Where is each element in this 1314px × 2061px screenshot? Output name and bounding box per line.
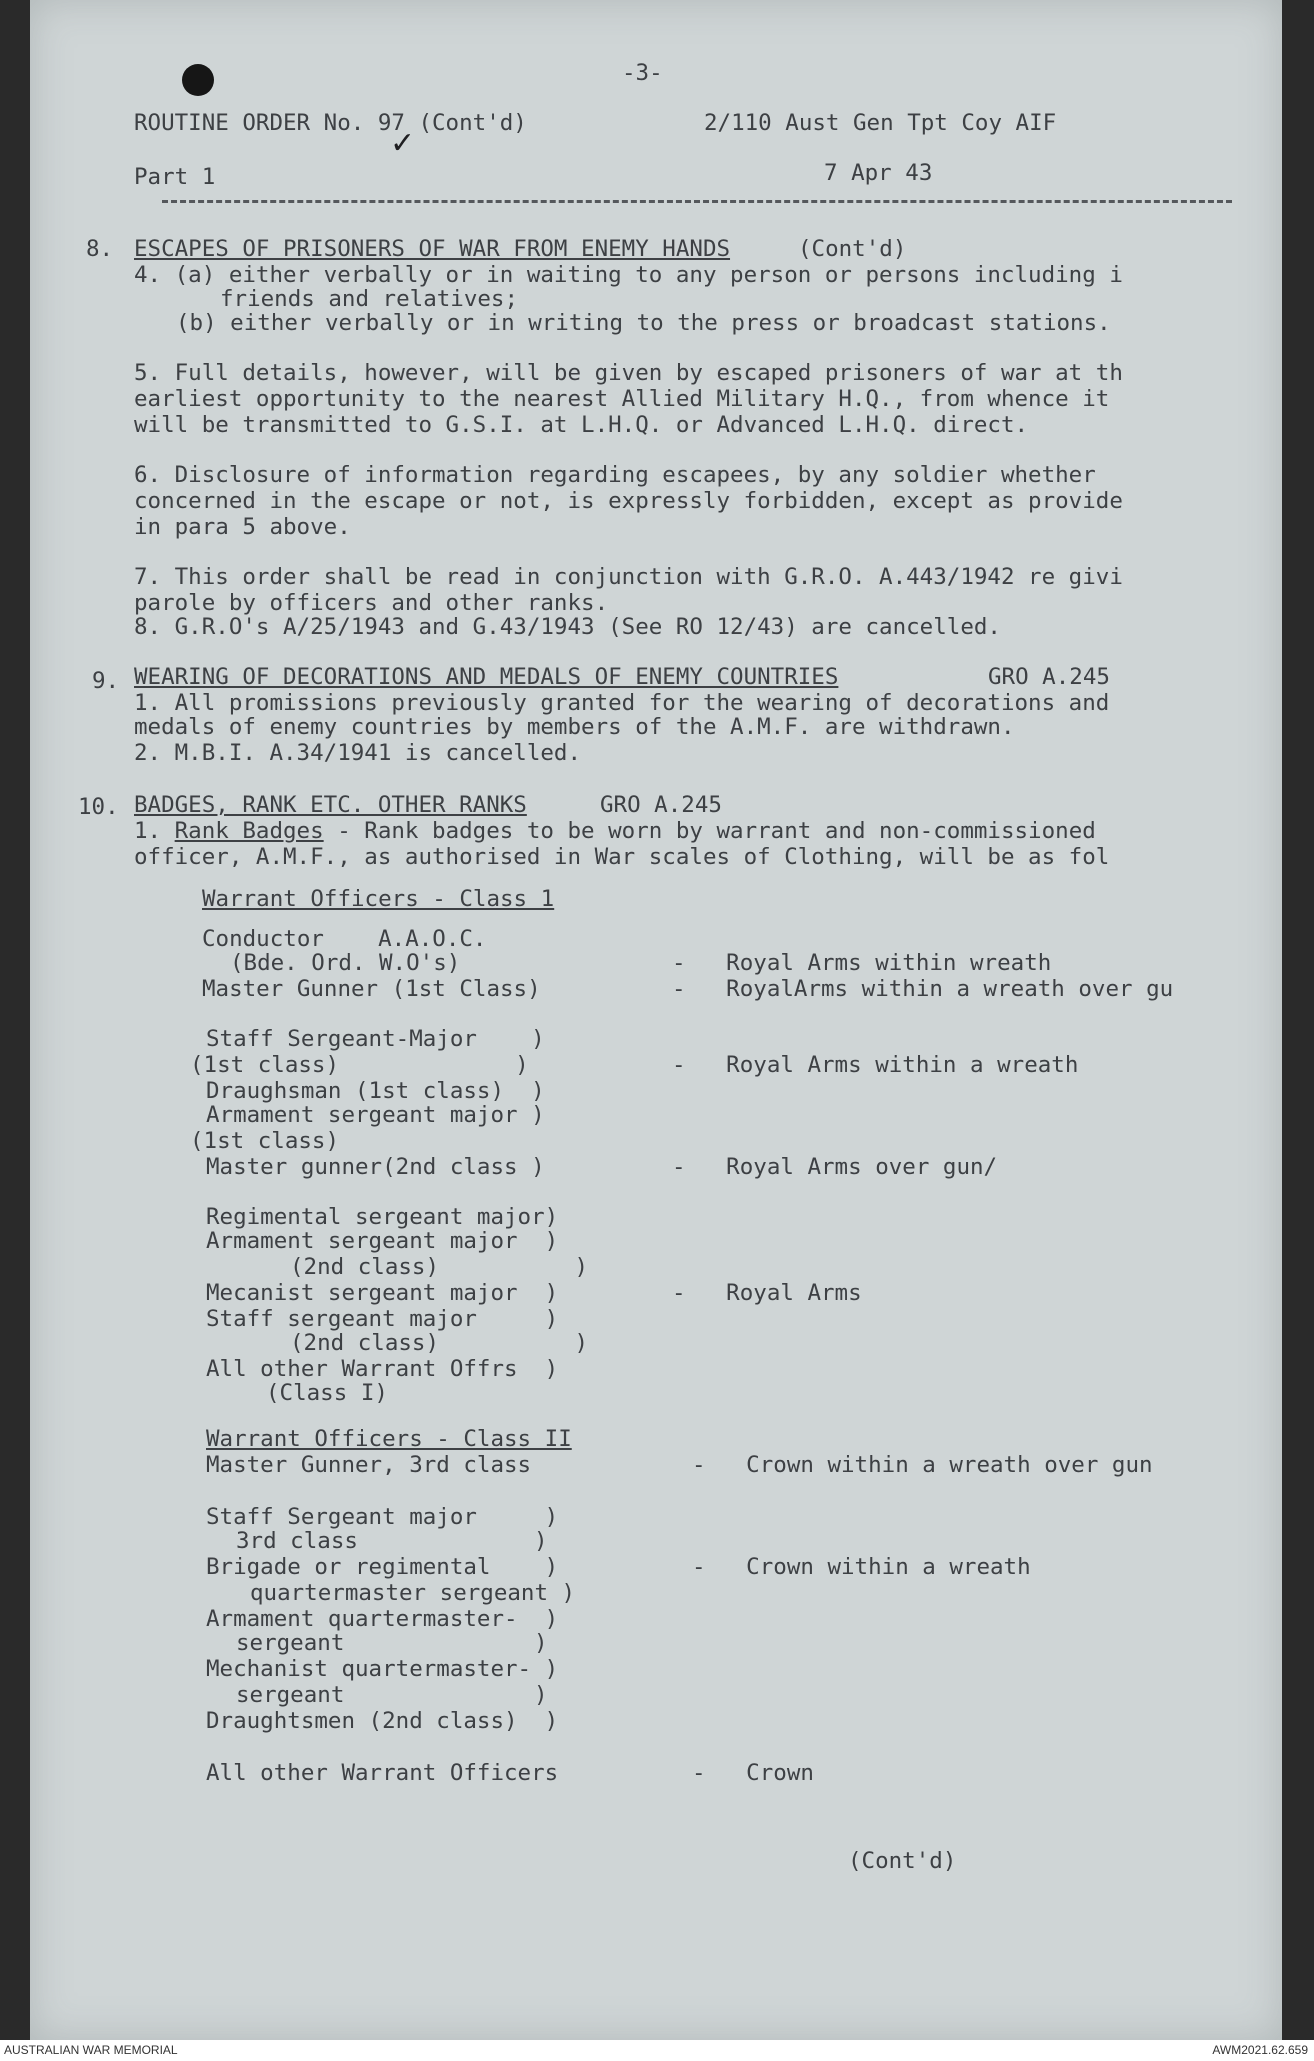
sec10-line: officer, A.M.F., as authorised in War scales of Clothing, will be as fol [134, 844, 1110, 870]
wo2-heading: Warrant Officers - Class II [206, 1426, 572, 1452]
sec10-number: 10. [78, 794, 119, 820]
rank-row: Armament sergeant major ) [206, 1228, 559, 1254]
sec8-line: friends and relatives; [220, 286, 519, 312]
punch-hole [182, 64, 214, 96]
tick-mark: ✓ [390, 126, 416, 161]
rank-row: Staff sergeant major ) [206, 1306, 559, 1332]
sec8-line: parole by officers and other ranks. [134, 590, 609, 616]
continued-label: (Cont'd) [848, 1848, 957, 1874]
sec8-line: 6. Disclosure of information regarding escapees, by any soldier whether [134, 462, 1096, 488]
sec8-line: 5. Full details, however, will be given by escaped prisoners of war at th [134, 360, 1123, 386]
sec8-line: 4. (a) either verbally or in waiting to any person or persons including i [134, 262, 1123, 288]
sec8-title: ESCAPES OF PRISONERS OF WAR FROM ENEMY HANDS [134, 236, 731, 262]
sec8-suffix: (Cont'd) [798, 236, 907, 262]
sec8-line: will be transmitted to G.S.I. at L.H.Q. or Advanced L.H.Q. direct. [134, 412, 1029, 438]
badge-description: - RoyalArms within a wreath over gu [672, 976, 1174, 1002]
sec8-line: concerned in the escape or not, is expressly forbidden, except as provide [134, 488, 1123, 514]
rank-row: Master Gunner (1st Class) [202, 976, 541, 1002]
rank-row: Brigade or regimental ) [206, 1554, 559, 1580]
rank-row: (1st class) [190, 1128, 340, 1154]
badge-description: - Royal Arms [672, 1280, 862, 1306]
archive-footer [0, 2040, 1314, 2061]
rank-row: (2nd class) ) [290, 1330, 589, 1356]
sec8-line: 8. G.R.O's A/25/1943 and G.43/1943 (See RO 12/43) are cancelled. [134, 614, 1001, 640]
sec8-line: (b) either verbally or in writing to the press or broadcast stations. [176, 310, 1111, 336]
rank-row: (Class I) [266, 1380, 388, 1406]
sec10-line: 1. Rank Badges - Rank badges to be worn by warrant and non-commissioned [134, 818, 1096, 844]
badge-description: - Royal Arms within a wreath [672, 1052, 1079, 1078]
rank-badges-label: Rank Badges [174, 818, 324, 844]
wo1-heading: Warrant Officers - Class 1 [202, 886, 555, 912]
rank-row: Mechanist quartermaster- ) [206, 1656, 559, 1682]
order-title: ROUTINE ORDER No. 97 (Cont'd) [134, 110, 527, 136]
sec9-title: WEARING OF DECORATIONS AND MEDALS OF ENEMY COUNTRIES [134, 664, 839, 690]
document-page [30, 0, 1282, 2040]
sec8-number: 8. [86, 236, 114, 262]
footer-right: AWM2021.62.659 [1212, 2043, 1308, 2057]
sec9-ref: GRO A.245 [988, 664, 1110, 690]
badge-description: - Crown [692, 1760, 814, 1786]
footer-left: AUSTRALIAN WAR MEMORIAL [4, 2043, 178, 2057]
rank-row: (Bde. Ord. W.O's) [230, 950, 461, 976]
sec8-line: earliest opportunity to the nearest Allied Military H.Q., from whence it [134, 386, 1110, 412]
rank-row: Staff Sergeant-Major ) [206, 1026, 545, 1052]
unit-name: 2/110 Aust Gen Tpt Coy AIF [704, 110, 1057, 136]
sec8-line: 7. This order shall be read in conjunction with G.R.O. A.443/1942 re givi [134, 564, 1123, 590]
rank-row: Master gunner(2nd class ) [206, 1154, 545, 1180]
sec9-number: 9. [92, 668, 120, 694]
sec10-ref: GRO A.245 [600, 792, 722, 818]
sec8-line: in para 5 above. [134, 514, 351, 540]
rank-row: sergeant ) [236, 1630, 548, 1656]
rank-row: Draughsman (1st class) ) [206, 1078, 545, 1104]
rank-row: Armament sergeant major ) [206, 1102, 545, 1128]
badge-description: - Crown within a wreath over gun [692, 1452, 1153, 1478]
rank-row: Regimental sergeant major) [206, 1204, 559, 1230]
header-divider [162, 200, 1232, 203]
sec10-title: BADGES, RANK ETC. OTHER RANKS [134, 792, 527, 818]
order-date: 7 Apr 43 [824, 160, 933, 186]
rank-row: quartermaster sergeant ) [250, 1580, 576, 1606]
rank-row: Conductor A.A.O.C. [202, 926, 487, 952]
rank-row: All other Warrant Offrs ) [206, 1356, 559, 1382]
sec9-line: 1. All promissions previously granted for the wearing of decorations and [134, 690, 1110, 716]
sec9-line: medals of enemy countries by members of the A.M.F. are withdrawn. [134, 714, 1015, 740]
badge-description: - Crown within a wreath [692, 1554, 1031, 1580]
rank-row: Mecanist sergeant major ) [206, 1280, 559, 1306]
badge-description: - Royal Arms over gun/ [672, 1154, 998, 1180]
rank-row: sergeant ) [236, 1682, 548, 1708]
rank-row: Armament quartermaster- ) [206, 1606, 559, 1632]
rank-row: (1st class) ) [190, 1052, 529, 1078]
sec9-line: 2. M.B.I. A.34/1941 is cancelled. [134, 740, 582, 766]
rank-row: Draughtsmen (2nd class) ) [206, 1708, 559, 1734]
rank-row: Master Gunner, 3rd class [206, 1452, 532, 1478]
part-label: Part 1 [134, 164, 216, 190]
page-number: -3- [622, 60, 663, 86]
badge-description: - Royal Arms within wreath [672, 950, 1052, 976]
rank-row: All other Warrant Officers [206, 1760, 559, 1786]
rank-row: Staff Sergeant major ) [206, 1504, 559, 1530]
rank-row: 3rd class ) [236, 1528, 548, 1554]
rank-row: (2nd class) ) [290, 1254, 589, 1280]
